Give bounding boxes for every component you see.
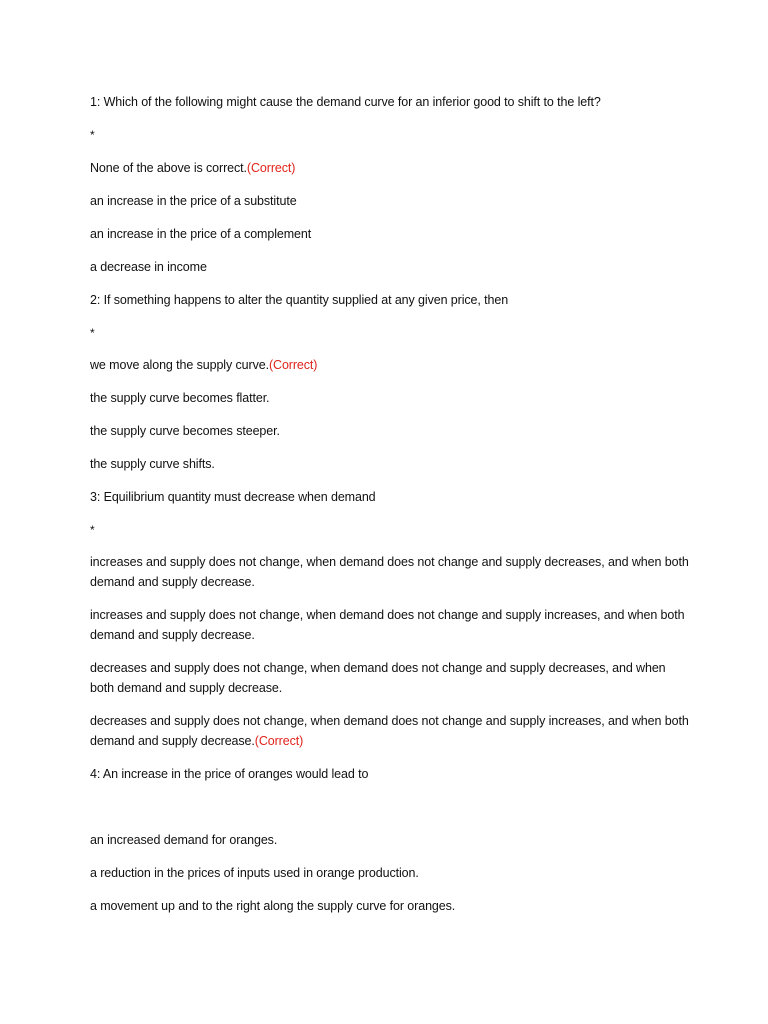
option-text: we move along the supply curve. <box>90 358 269 372</box>
question-1-text: 1: Which of the following might cause the demand curve for an inferior good to shift to the left? <box>90 95 601 109</box>
question-3-text: 3: Equilibrium quantity must decrease when demand <box>90 490 376 504</box>
question-1-option-1 <box>90 158 295 178</box>
question-4-option-2: a reduction in the prices of inputs used in orange production. <box>90 866 419 880</box>
question-1-option-3: an increase in the price of a complement <box>90 227 312 241</box>
question-1-option-2: an increase in the price of a substitute <box>90 194 297 208</box>
question-1-required-marker: * <box>90 128 95 142</box>
option-text: decreases and supply does not change, when demand does not change and supply increases, and when both demand and supply decrease. <box>90 714 689 748</box>
question-2-option-4: the supply curve shifts. <box>90 457 215 471</box>
question-3-option-1: increases and supply does not change, when demand does not change and supply decreases, and when both demand and supply decrease. <box>90 555 689 589</box>
correct-label: (Correct) <box>246 161 296 175</box>
question-3-required-marker: * <box>90 523 95 537</box>
question-3-option-4 <box>90 711 690 751</box>
question-2-option-1 <box>90 355 317 375</box>
question-4-text: 4: An increase in the price of oranges would lead to <box>90 767 369 781</box>
correct-label: (Correct) <box>268 358 318 372</box>
question-3-option-2: increases and supply does not change, when demand does not change and supply increases, and when both demand and supply decrease. <box>90 608 685 642</box>
question-2-text: 2: If something happens to alter the quantity supplied at any given price, then <box>90 293 509 307</box>
question-4-option-1: an increased demand for oranges. <box>90 833 278 847</box>
correct-label: (Correct) <box>254 734 304 748</box>
question-1-option-4: a decrease in income <box>90 260 207 274</box>
option-text: None of the above is correct. <box>90 161 247 175</box>
question-3-option-3: decreases and supply does not change, when demand does not change and supply decreases, and when both demand and supply decrease. <box>90 661 666 695</box>
question-4-option-3: a movement up and to the right along the supply curve for oranges. <box>90 899 456 913</box>
question-2-option-2: the supply curve becomes flatter. <box>90 391 270 405</box>
question-2-option-3: the supply curve becomes steeper. <box>90 424 280 438</box>
question-2-required-marker: * <box>90 326 95 340</box>
